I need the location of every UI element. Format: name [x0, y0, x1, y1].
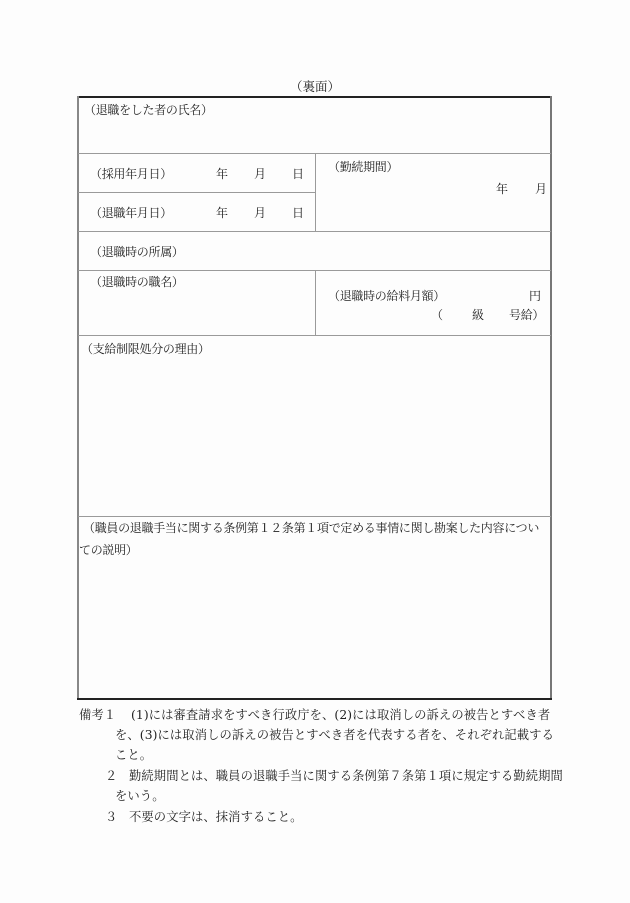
table-bottom-border [77, 698, 552, 700]
row-divider [78, 516, 551, 517]
service-month-unit: 月 [535, 182, 547, 196]
grade-open-paren: （ [431, 308, 443, 322]
page-title: （裏面） [289, 79, 340, 94]
note-3-prefix: ３ [105, 810, 118, 824]
note-1-prefix: 備考１ [79, 708, 117, 722]
hire-date-label: （採用年月日） [90, 167, 172, 181]
row-divider [78, 231, 551, 232]
position-label: （退職時の職名） [90, 275, 184, 289]
retire-date-label: （退職年月日） [90, 206, 172, 220]
note-1-line3: こと。 [115, 748, 153, 762]
reason-label: （支給制限処分の理由） [81, 342, 210, 356]
step-unit: 号給） [509, 308, 545, 322]
note-2-line1: 勤続期間とは、職員の退職手当に関する条例第７条第１項に規定する勤続期間 [129, 769, 563, 783]
column-divider [315, 270, 316, 335]
note-1-line1: (1)には審査請求をすべき行政庁を、(2)には取消しの訴えの被告とすべき者 [131, 708, 551, 722]
hire-day-unit: 日 [292, 167, 304, 181]
reason-field[interactable] [79, 358, 549, 514]
hire-month-unit: 月 [254, 167, 266, 181]
service-year-unit: 年 [496, 182, 508, 196]
hire-year-unit: 年 [216, 167, 228, 181]
row-divider [78, 192, 315, 193]
note-2-line2: をいう。 [115, 789, 165, 803]
table-right-border [550, 96, 552, 700]
retire-day-unit: 日 [292, 206, 304, 220]
retiree-name-label: （退職をした者の氏名） [84, 103, 213, 117]
grade-unit: 級 [472, 308, 484, 322]
yen-unit: 円 [529, 289, 541, 303]
column-divider [315, 153, 316, 231]
explanation-field[interactable] [79, 560, 549, 696]
row-divider [78, 335, 551, 336]
note-1-line2: を、(3)には取消しの訴えの被告とすべき者を代表する者を、それぞれ記載する [115, 728, 554, 742]
explanation-label-line1: （職員の退職手当に関する条例第１２条第１項で定める事情に関し勘案した内容につい [83, 521, 540, 535]
affiliation-label: （退職時の所属） [90, 245, 184, 259]
retire-month-unit: 月 [254, 206, 266, 220]
salary-label: （退職時の給料月額） [328, 289, 446, 303]
retire-year-unit: 年 [216, 206, 228, 220]
note-3-line1: 不要の文字は、抹消すること。 [129, 810, 303, 824]
retiree-name-field[interactable] [79, 118, 549, 152]
service-period-label: （勤続期間） [328, 160, 399, 174]
note-2-prefix: ２ [105, 769, 118, 783]
table-top-border [77, 96, 552, 98]
explanation-label-line2: ての説明） [79, 543, 138, 557]
